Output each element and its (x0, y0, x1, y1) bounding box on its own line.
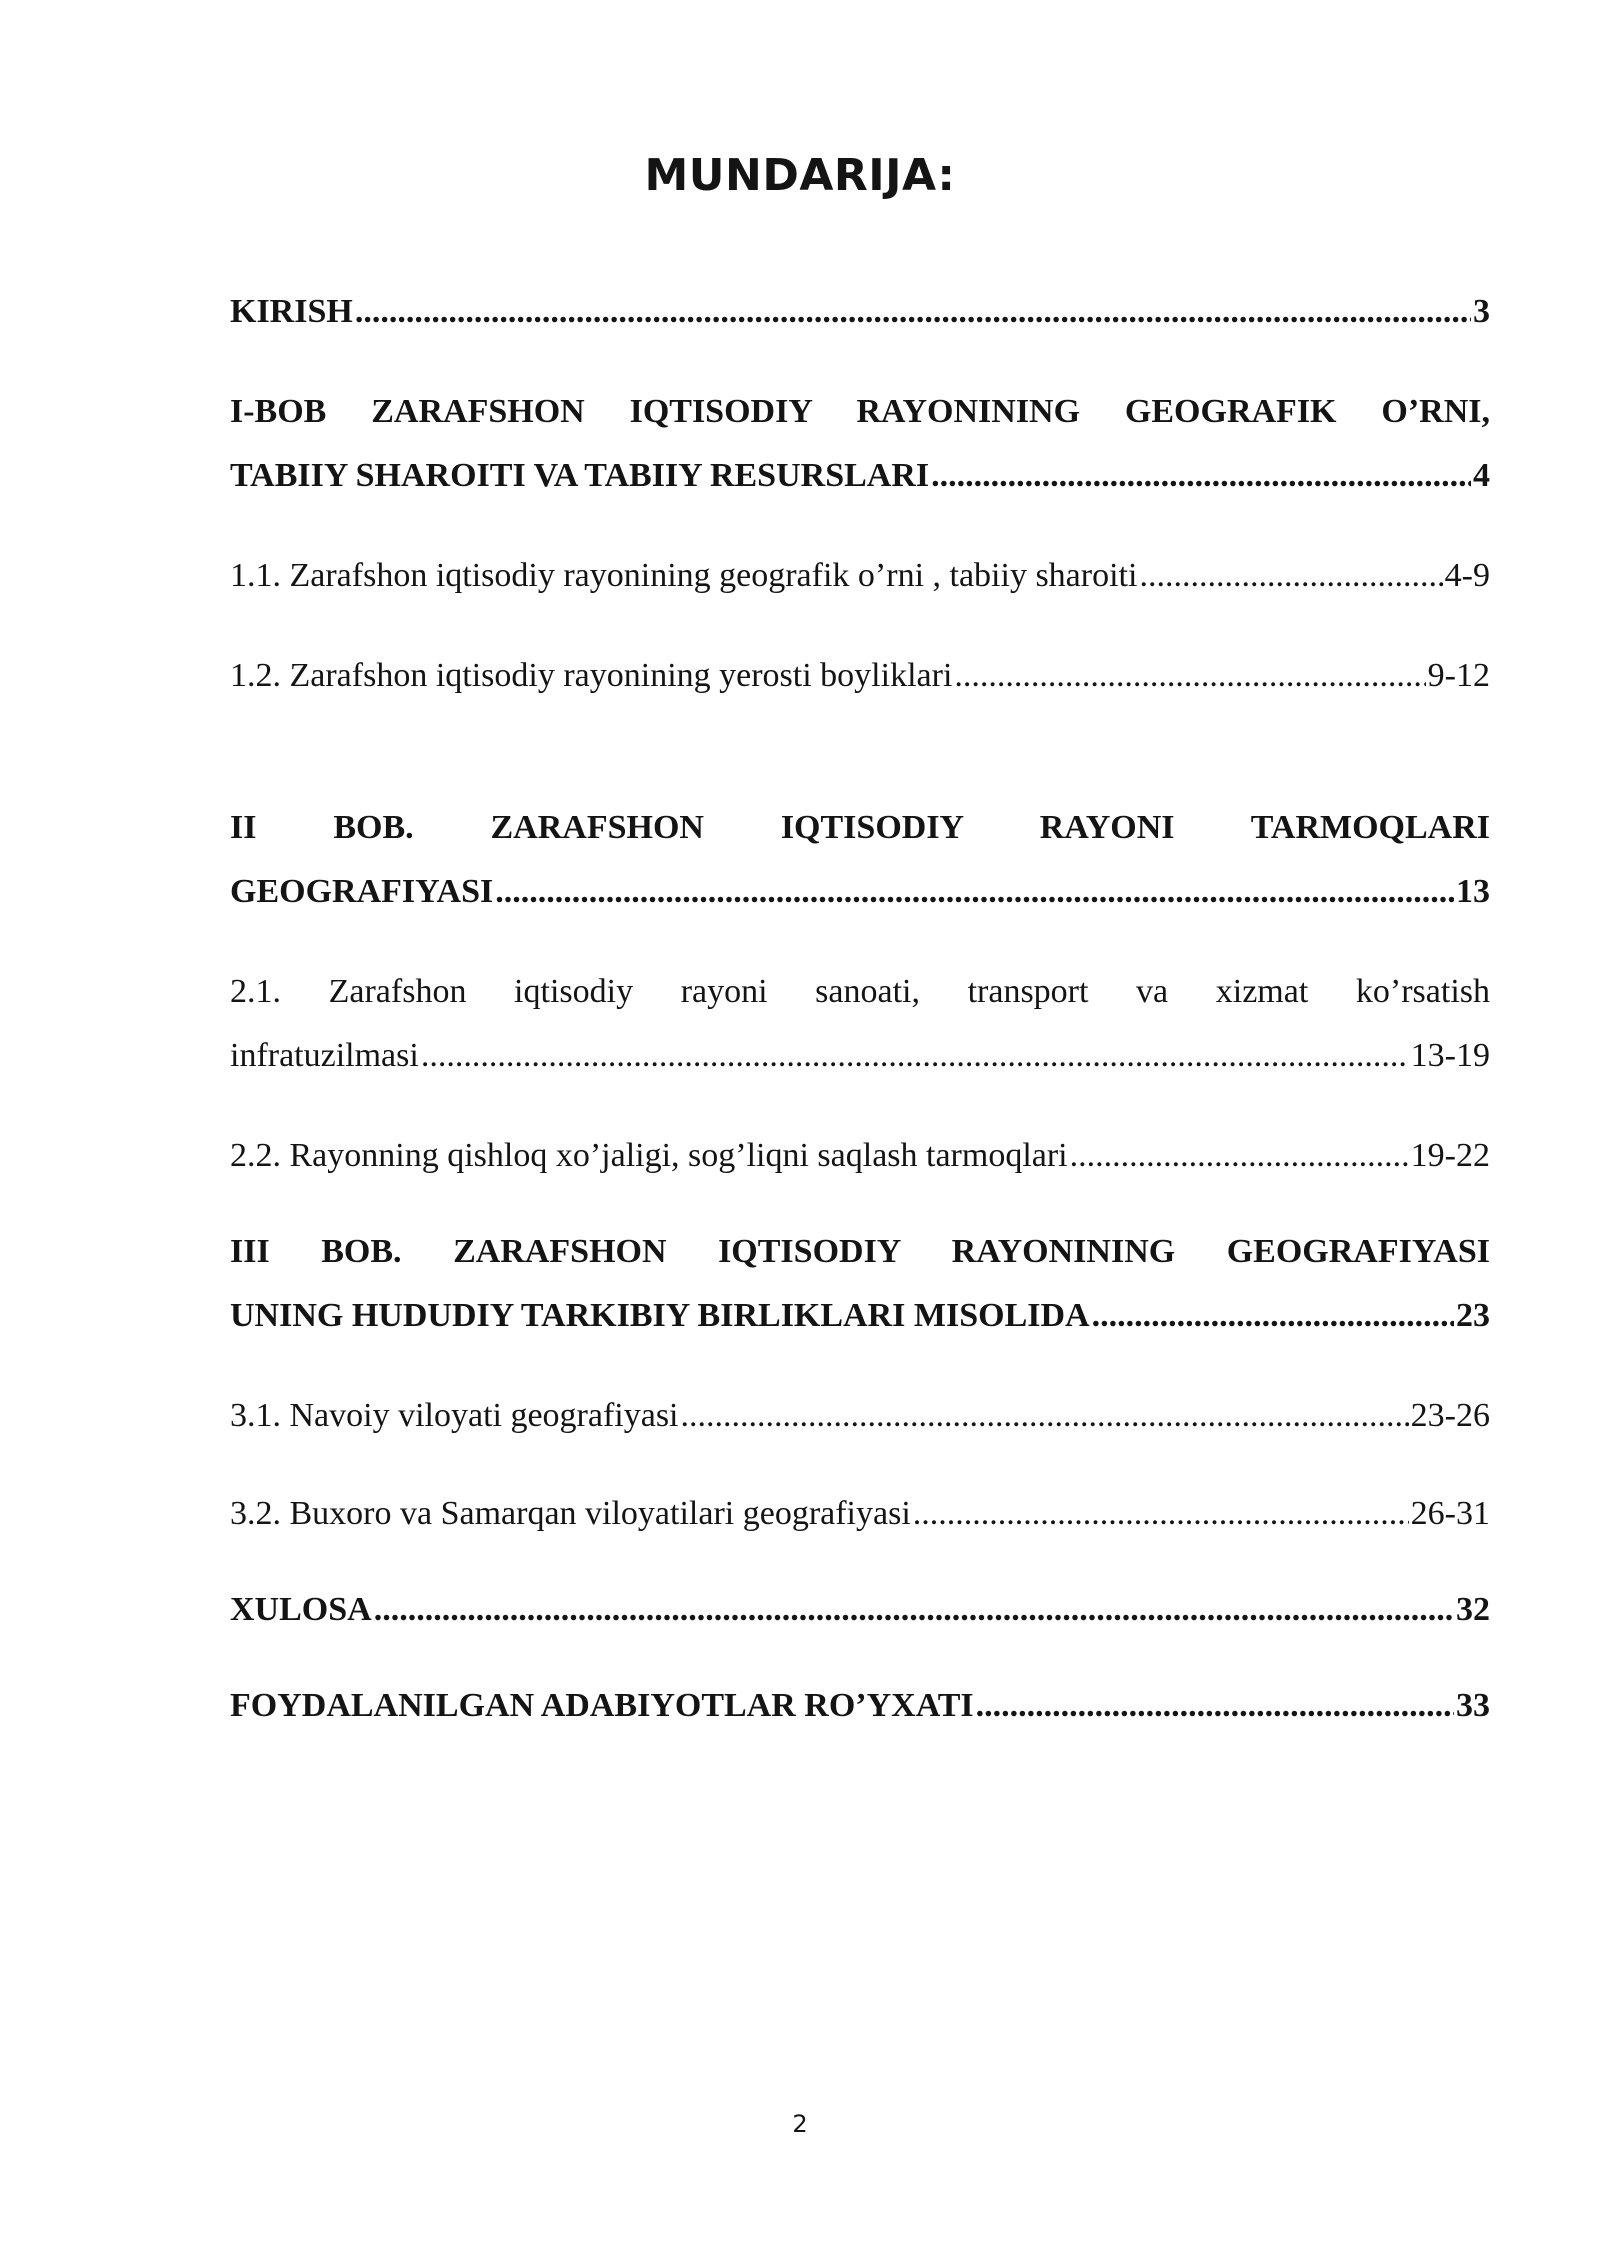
toc-entry-label: 1.2. Zarafshon iqtisodiy rayonining yerosti boyliklari (230, 657, 953, 694)
toc-entry-label: KIRISH (230, 293, 353, 330)
toc-page-number: 4-9 (1444, 557, 1490, 594)
toc-page-number: 13-19 (1410, 1037, 1490, 1074)
dot-leader (1070, 1124, 1409, 1188)
toc-entry-kirish[interactable] (230, 280, 1490, 344)
dot-leader (954, 644, 1425, 708)
toc-page-number: 3 (1473, 293, 1490, 330)
toc-page-number: 9-12 (1427, 657, 1490, 694)
toc-entry-label-line1: III BOB. ZARAFSHON IQTISODIY RAYONINING GEOGRAFIYASI (230, 1233, 1490, 1270)
dot-leader (421, 1024, 1409, 1088)
toc-entry-adabiyotlar[interactable] (230, 1674, 1490, 1738)
toc-page-number: 19-22 (1410, 1137, 1490, 1174)
page-number: 2 (792, 2110, 808, 2138)
toc-page-number: 23 (1456, 1297, 1490, 1334)
toc-page-number: 26-31 (1410, 1495, 1490, 1532)
toc-page-number: 33 (1456, 1687, 1490, 1724)
toc-entry-label: 3.1. Navoiy viloyati geografiyasi (230, 1397, 679, 1434)
toc-page-number: 4 (1473, 457, 1490, 494)
toc-entry-label: 3.2. Buxoro va Samarqan viloyatilari geografiyasi (230, 1495, 911, 1532)
toc-entry-label-line1: 2.1. Zarafshon iqtisodiy rayoni sanoati, transport va xizmat ko’rsatish (230, 973, 1490, 1010)
dot-leader (931, 444, 1471, 508)
toc-entry-2-2[interactable] (230, 1124, 1490, 1188)
toc-entry-label-line2: GEOGRAFIYASI (230, 873, 494, 910)
dot-leader (913, 1482, 1409, 1546)
toc-entry-label: XULOSA (230, 1591, 372, 1628)
toc-entry-3-1[interactable] (230, 1384, 1490, 1448)
toc-entry-2-1[interactable] (230, 960, 1490, 1088)
page-title: MUNDARIJA: (644, 150, 956, 201)
toc-entry-bob1[interactable] (230, 380, 1490, 508)
toc-entry-xulosa[interactable] (230, 1578, 1490, 1642)
toc-entry-bob3[interactable] (230, 1220, 1490, 1348)
toc-entry-label-line1: I-BOB ZARAFSHON IQTISODIY RAYONINING GEOGRAFIK O’RNI, (230, 393, 1490, 430)
dot-leader (976, 1674, 1454, 1738)
toc-page-number: 23-26 (1410, 1397, 1490, 1434)
dot-leader (681, 1384, 1409, 1448)
toc-entry-label: FOYDALANILGAN ADABIYOTLAR RO’YXATI (230, 1687, 974, 1724)
toc-entry-label: 1.1. Zarafshon iqtisodiy rayonining geografik o’rni , tabiiy sharoiti (230, 557, 1138, 594)
dot-leader (1092, 1284, 1454, 1348)
dot-leader (355, 280, 1471, 344)
dot-leader (374, 1578, 1454, 1642)
toc-entry-label: 2.2. Rayonning qishloq xo’jaligi, sog’liqni saqlash tarmoqlari (230, 1137, 1068, 1174)
toc-entry-bob2[interactable] (230, 796, 1490, 924)
toc-entry-label-line2: TABIIY SHAROITI VA TABIIY RESURSLARI (230, 457, 930, 494)
toc-entry-label-line2: infratuzilmasi (230, 1037, 419, 1074)
toc-entry-3-2[interactable] (230, 1482, 1490, 1546)
toc-entry-label-line2: UNING HUDUDIY TARKIBIY BIRLIKLARI MISOLIDA (230, 1297, 1090, 1334)
toc-entry-1-2[interactable] (230, 644, 1490, 708)
dot-leader (1139, 544, 1442, 608)
toc-page-number: 13 (1456, 873, 1490, 910)
toc-entry-label-line1: II BOB. ZARAFSHON IQTISODIY RAYONI TARMOQLARI (230, 809, 1490, 846)
toc-page-number: 32 (1456, 1591, 1490, 1628)
dot-leader (495, 860, 1454, 924)
toc-entry-1-1[interactable] (230, 544, 1490, 608)
